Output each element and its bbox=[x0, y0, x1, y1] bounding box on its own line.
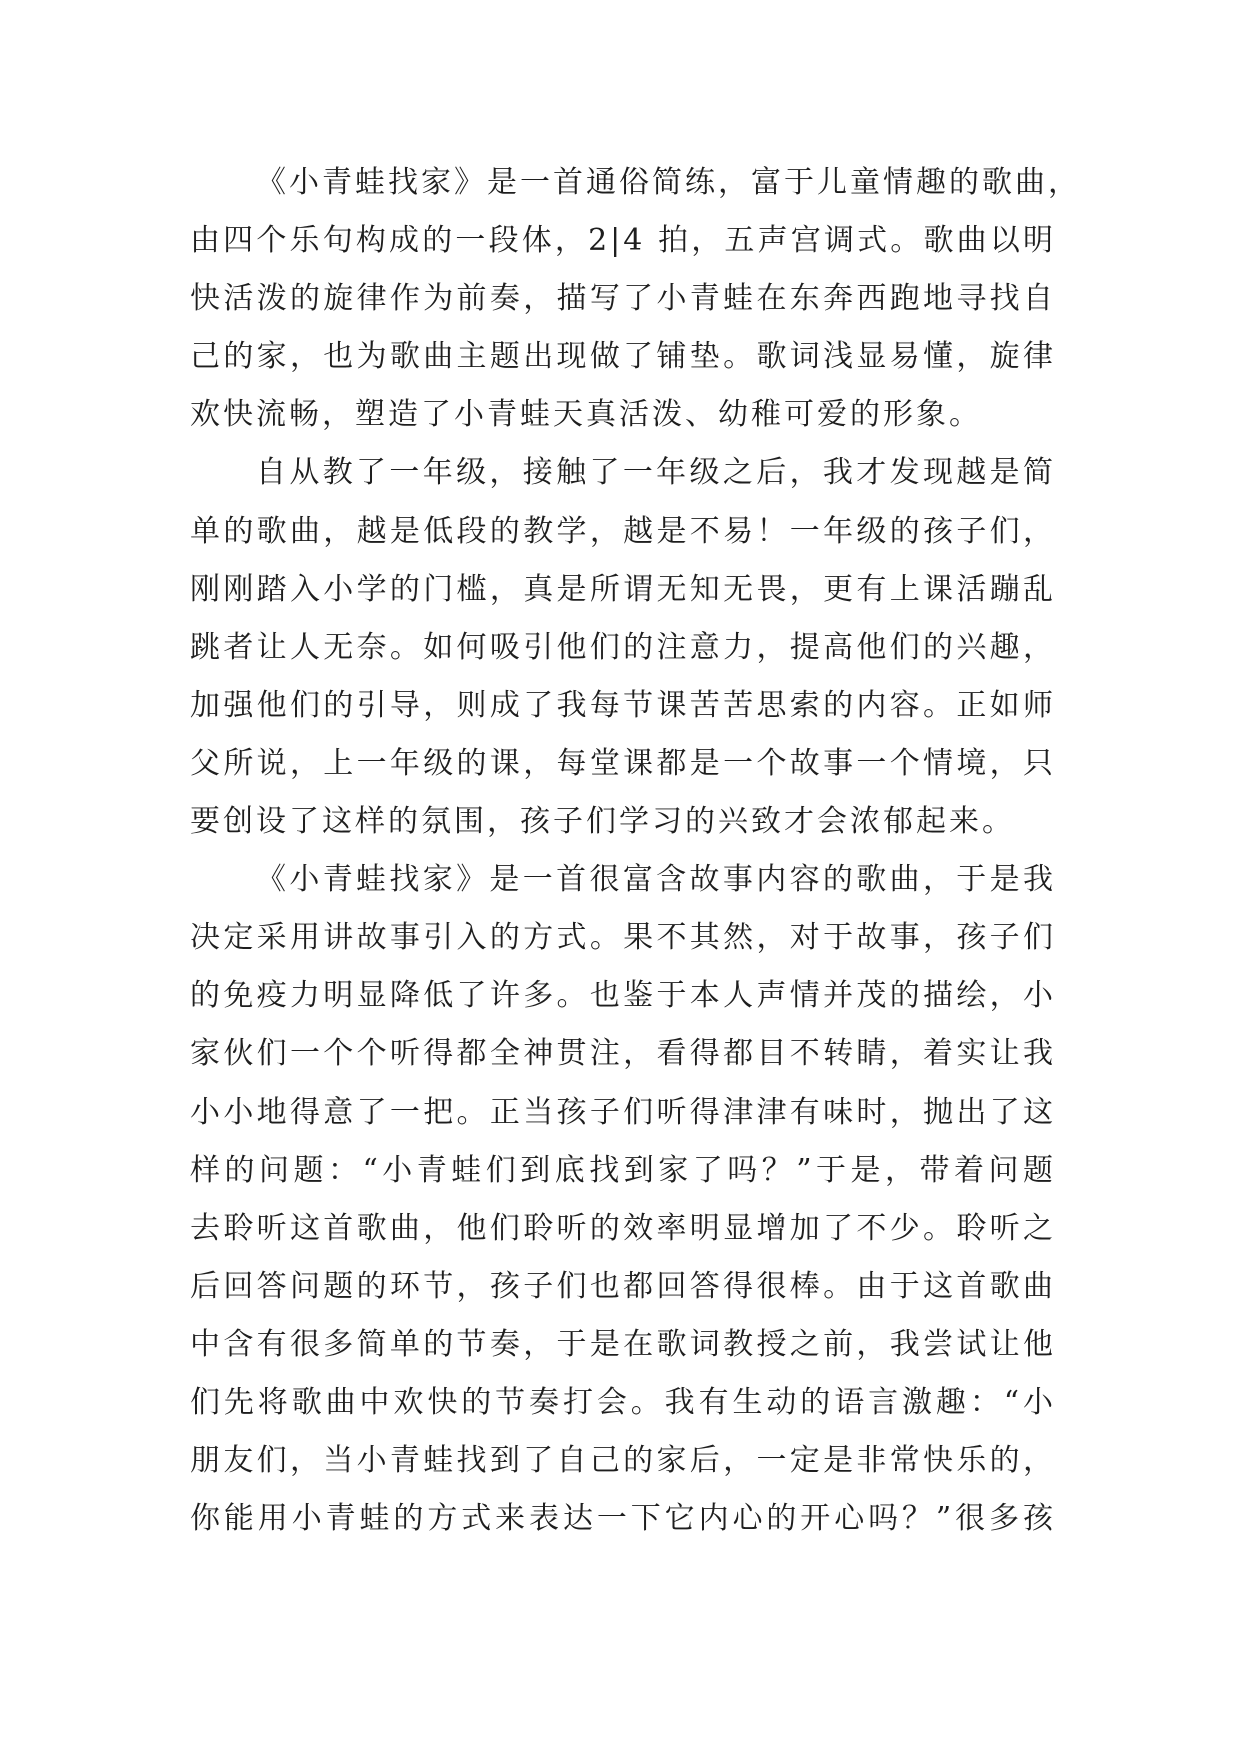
text-line: 朋友们，当小青蛙找到了自己的家后，一定是非常快乐的， bbox=[190, 1443, 1056, 1479]
text-line: 加强他们的引导，则成了我每节课苦苦思索的内容。正如师 bbox=[190, 687, 1056, 723]
paragraph-3 bbox=[190, 851, 1056, 1548]
text-line: 决定采用讲故事引入的方式。果不其然，对于故事，孩子们 bbox=[190, 920, 1056, 956]
paragraph-1 bbox=[190, 154, 1081, 444]
text-line: 刚刚踏入小学的门槛，真是所谓无知无畏，更有上课活蹦乱 bbox=[190, 571, 1056, 607]
text-line: 由四个乐句构成的一段体，2|4 拍，五声宫调式。歌曲以明 bbox=[190, 223, 1056, 259]
text-line: 快活泼的旋律作为前奏，描写了小青蛙在东奔西跑地寻找自 bbox=[190, 281, 1056, 317]
text-line: 《小青蛙找家》是一首很富含故事内容的歌曲，于是我 bbox=[256, 862, 1056, 898]
text-line: 跳者让人无奈。如何吸引他们的注意力，提高他们的兴趣， bbox=[190, 629, 1056, 665]
text-line: 小小地得意了一把。正当孩子们听得津津有味时，抛出了这 bbox=[190, 1094, 1056, 1130]
body-text bbox=[190, 154, 1081, 1548]
text-line: 去聆听这首歌曲，他们聆听的效率明显增加了不少。聆听之 bbox=[190, 1210, 1056, 1246]
text-line: 中含有很多简单的节奏，于是在歌词教授之前，我尝试让他 bbox=[190, 1326, 1056, 1362]
text-line: 自从教了一年级，接触了一年级之后，我才发现越是简 bbox=[256, 455, 1056, 491]
text-line: 《小青蛙找家》是一首通俗简练，富于儿童情趣的歌曲， bbox=[256, 165, 1081, 200]
text-line: 单的歌曲，越是低段的教学，越是不易！一年级的孩子们， bbox=[190, 513, 1056, 549]
text-line: 们先将歌曲中欢快的节奏打会。我有生动的语言激趣：“小 bbox=[190, 1384, 1056, 1420]
paragraph-2 bbox=[190, 444, 1056, 851]
text-line: 的免疫力明显降低了许多。也鉴于本人声情并茂的描绘，小 bbox=[190, 978, 1056, 1014]
text-line: 样的问题：“小青蛙们到底找到家了吗？”于是，带着问题 bbox=[190, 1152, 1056, 1188]
text-line: 家伙们一个个听得都全神贯注，看得都目不转睛，着实让我 bbox=[190, 1036, 1056, 1072]
text-line: 后回答问题的环节，孩子们也都回答得很棒。由于这首歌曲 bbox=[190, 1268, 1056, 1304]
text-line: 父所说，上一年级的课，每堂课都是一个故事一个情境，只 bbox=[190, 745, 1056, 781]
text-line: 己的家，也为歌曲主题出现做了铺垫。歌词浅显易懂，旋律 bbox=[190, 339, 1056, 375]
text-line: 你能用小青蛙的方式来表达一下它内心的开心吗？”很多孩 bbox=[190, 1501, 1056, 1537]
text-line: 要创设了这样的氛围，孩子们学习的兴致才会浓郁起来。 bbox=[190, 804, 1015, 840]
text-line: 欢快流畅，塑造了小青蛙天真活泼、幼稚可爱的形象。 bbox=[190, 397, 982, 433]
